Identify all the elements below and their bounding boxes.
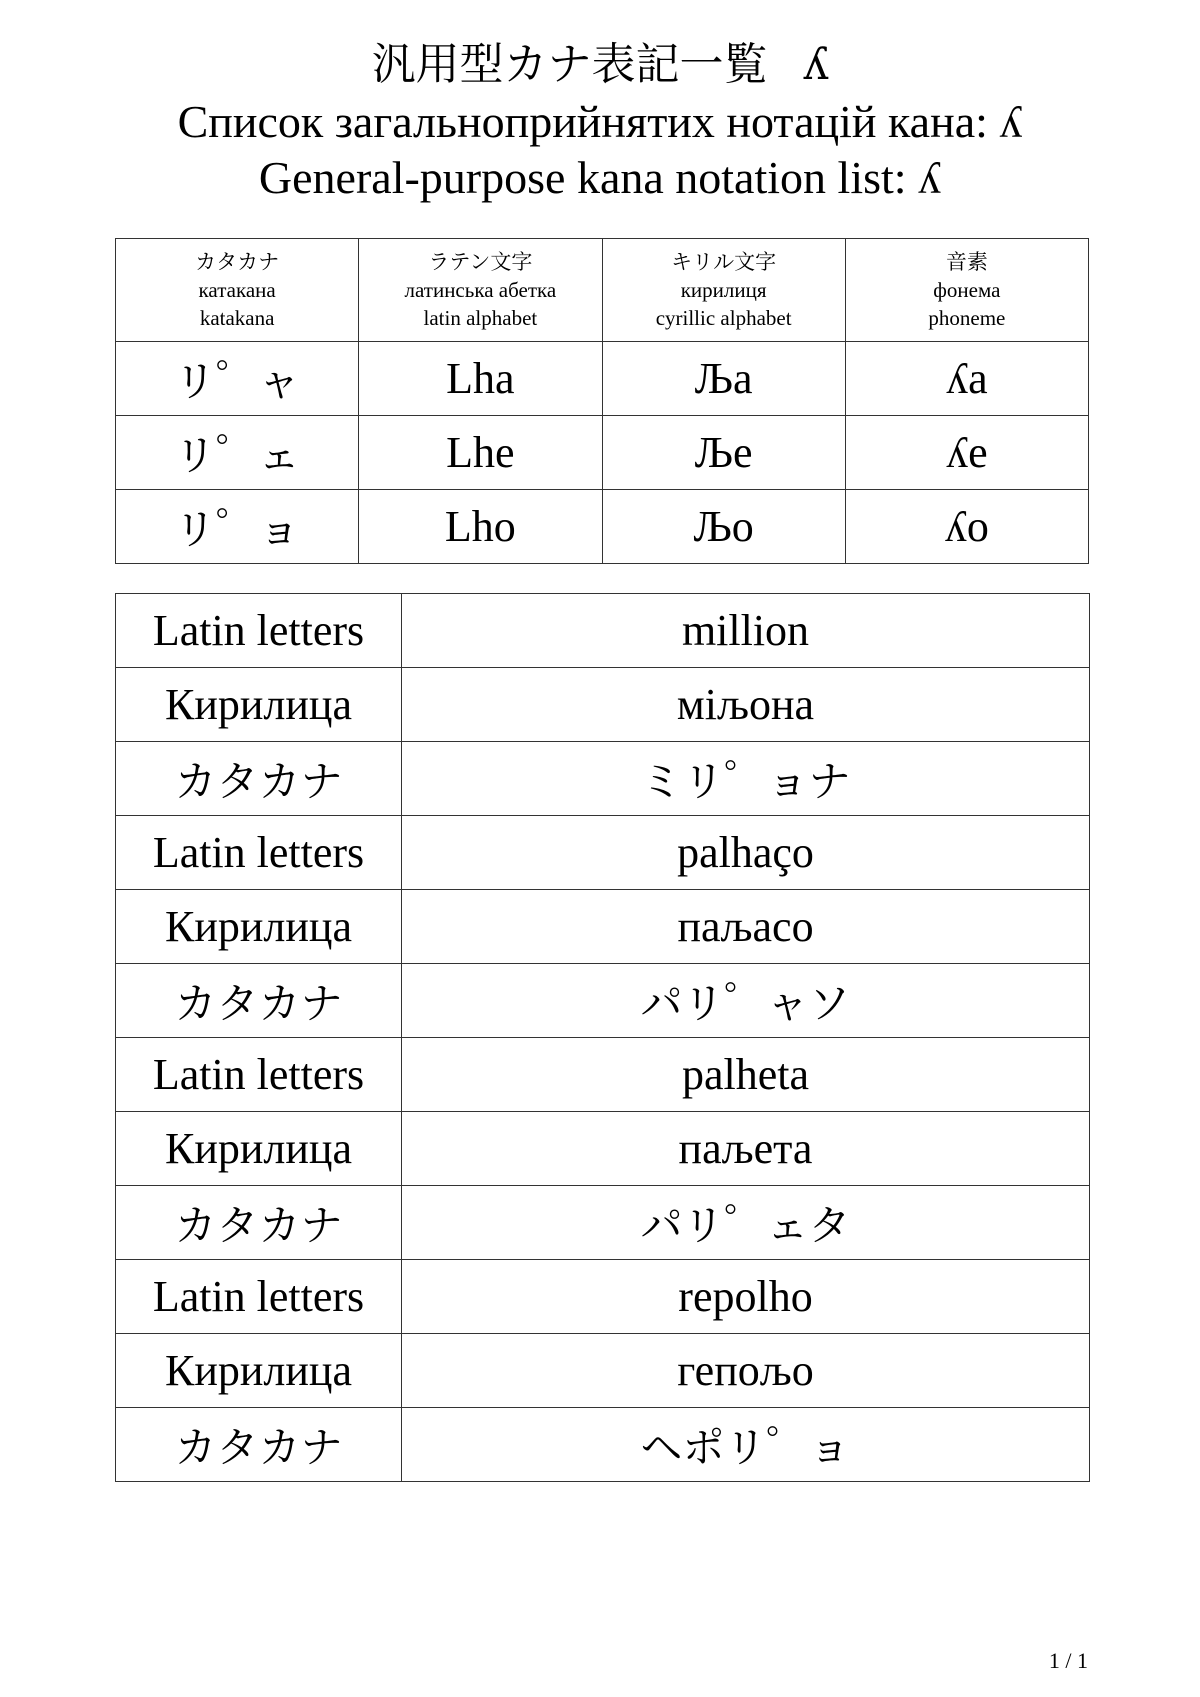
- title-japanese-text: 汎用型カナ表記一覧: [371, 39, 768, 90]
- header-phoneme-uk: фонема: [933, 278, 1001, 302]
- notation-table: [115, 238, 1089, 564]
- cell-katakana: リ゜ョ: [116, 490, 359, 564]
- row-value: パリ゜ェタ: [402, 1186, 1090, 1260]
- notation-row: [116, 416, 1089, 490]
- example-row: [116, 668, 1090, 742]
- cell-cyrillic: Ља: [602, 342, 845, 416]
- notation-row: [116, 342, 1089, 416]
- cell-katakana: リ゜ェ: [116, 416, 359, 490]
- title-english: General-purpose kana notation list: ʎ: [258, 152, 942, 203]
- cell-phoneme: ʎa: [845, 342, 1088, 416]
- row-value: паљасо: [402, 890, 1090, 964]
- header-katakana-en: katakana: [199, 306, 275, 330]
- cell-latin: Lho: [359, 490, 602, 564]
- cell-phoneme: ʎe: [845, 416, 1088, 490]
- header-latin: [359, 239, 602, 342]
- row-value: паљета: [402, 1112, 1090, 1186]
- row-label: カタカナ: [116, 1186, 402, 1260]
- header-phoneme-en: phoneme: [928, 306, 1006, 330]
- cell-latin: Lhe: [359, 416, 602, 490]
- example-row: [116, 1260, 1090, 1334]
- row-value: ミリ゜ョナ: [402, 742, 1090, 816]
- title-japanese: [0, 36, 1200, 94]
- header-cyrillic-uk: кирилиця: [680, 278, 767, 302]
- header-latin-jp: ラテン文字: [428, 250, 533, 274]
- row-label: Latin letters: [116, 594, 402, 668]
- row-label: Кирилица: [116, 1112, 402, 1186]
- row-value: パリ゜ャソ: [402, 964, 1090, 1038]
- header-latin-en: latin alphabet: [423, 306, 538, 330]
- row-value: ヘポリ゜ョ: [402, 1408, 1090, 1482]
- header-phoneme: [845, 239, 1088, 342]
- row-label: Latin letters: [116, 816, 402, 890]
- cell-katakana: リ゜ャ: [116, 342, 359, 416]
- header-katakana-uk: катакана: [198, 278, 276, 302]
- example-row: [116, 1334, 1090, 1408]
- row-value: palhaço: [402, 816, 1090, 890]
- cell-latin: Lha: [359, 342, 602, 416]
- row-value: million: [402, 594, 1090, 668]
- header-cyrillic: [602, 239, 845, 342]
- row-label: Кирилица: [116, 890, 402, 964]
- example-row: [116, 1186, 1090, 1260]
- row-label: カタカナ: [116, 964, 402, 1038]
- row-label: カタカナ: [116, 742, 402, 816]
- header-latin-uk: латинська абетка: [404, 278, 557, 302]
- header-cyrillic-jp: キリル文字: [671, 250, 777, 274]
- title-japanese-symbol: ʎ: [803, 39, 829, 90]
- page-title-block: [0, 36, 1200, 206]
- cell-cyrillic: Ље: [602, 416, 845, 490]
- row-value: гепољо: [402, 1334, 1090, 1408]
- example-row: [116, 964, 1090, 1038]
- cell-cyrillic: Љо: [602, 490, 845, 564]
- example-row: [116, 1038, 1090, 1112]
- header-phoneme-jp: 音素: [945, 250, 988, 274]
- header-katakana: [116, 239, 359, 342]
- header-cyrillic-en: cyrillic alphabet: [655, 306, 792, 330]
- row-value: міљона: [402, 668, 1090, 742]
- row-value: palheta: [402, 1038, 1090, 1112]
- notation-row: [116, 490, 1089, 564]
- example-row: [116, 594, 1090, 668]
- row-value: repolho: [402, 1260, 1090, 1334]
- row-label: Latin letters: [116, 1260, 402, 1334]
- row-label: Latin letters: [116, 1038, 402, 1112]
- example-row: [116, 816, 1090, 890]
- row-label: カタカナ: [116, 1408, 402, 1482]
- cell-phoneme: ʎo: [845, 490, 1088, 564]
- row-label: Кирилица: [116, 668, 402, 742]
- example-table: [115, 593, 1090, 1482]
- row-label: Кирилица: [116, 1334, 402, 1408]
- title-ukrainian: Список загальноприйнятих нотацій кана: ʎ: [177, 96, 1023, 147]
- notation-header-row: [116, 239, 1089, 342]
- example-row: [116, 1112, 1090, 1186]
- header-katakana-jp: カタカナ: [195, 250, 280, 274]
- example-row: [116, 1408, 1090, 1482]
- page-number: 1 / 1: [1048, 1648, 1088, 1673]
- example-row: [116, 742, 1090, 816]
- example-row: [116, 890, 1090, 964]
